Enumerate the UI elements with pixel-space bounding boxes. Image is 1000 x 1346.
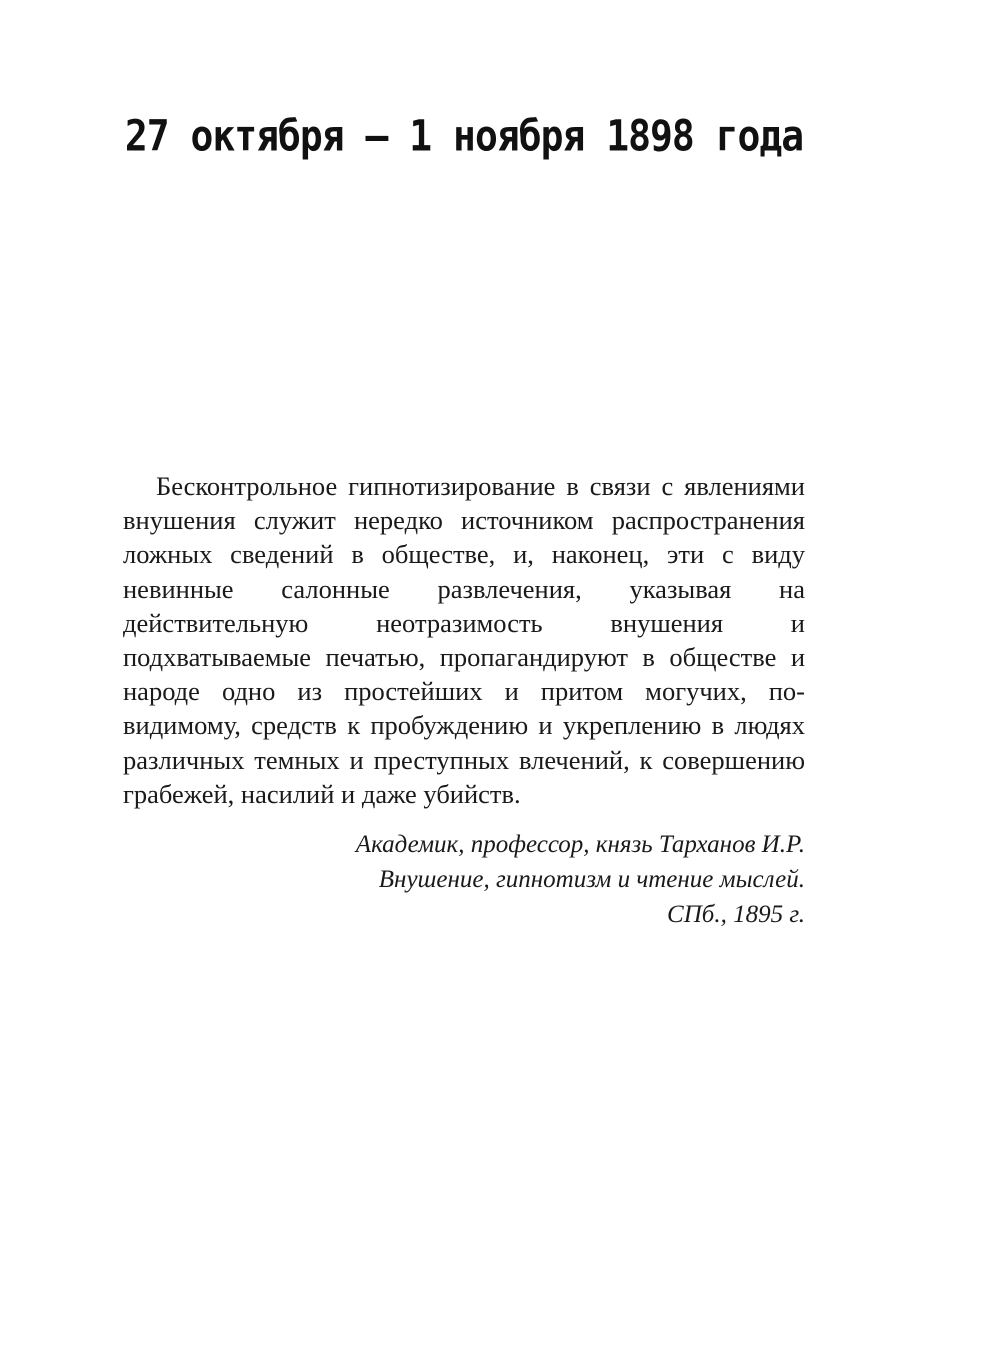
attribution-author: Академик, профессор, князь Тарханов И.Р. [355, 831, 805, 859]
attribution-imprint: СПб., 1895 г. [667, 901, 805, 929]
epigraph [123, 469, 805, 932]
chapter-title: 27 октября – 1 ноября 1898 года [124, 111, 804, 161]
attribution-work: Внушение, гипнотизм и чтение мыслей. [378, 866, 805, 894]
epigraph-text: Бесконтрольное гипнотизирование в связи с явлениями внушения служит нередко источником распространения ложных сведений в обществе, и, наконец, эти с виду невинные салонные развлечения, указывая на действительную неотразимость внушения и подхватываемые печатью, пропагандируют в обществе и народе одно из простейших и притом могучих, по-видимому, средств к пробуждению и укреплению в людях различных темных и преступных влечений, к совершению грабежей, насилий и даже убийств. [123, 471, 805, 809]
epigraph-attribution [123, 827, 805, 932]
